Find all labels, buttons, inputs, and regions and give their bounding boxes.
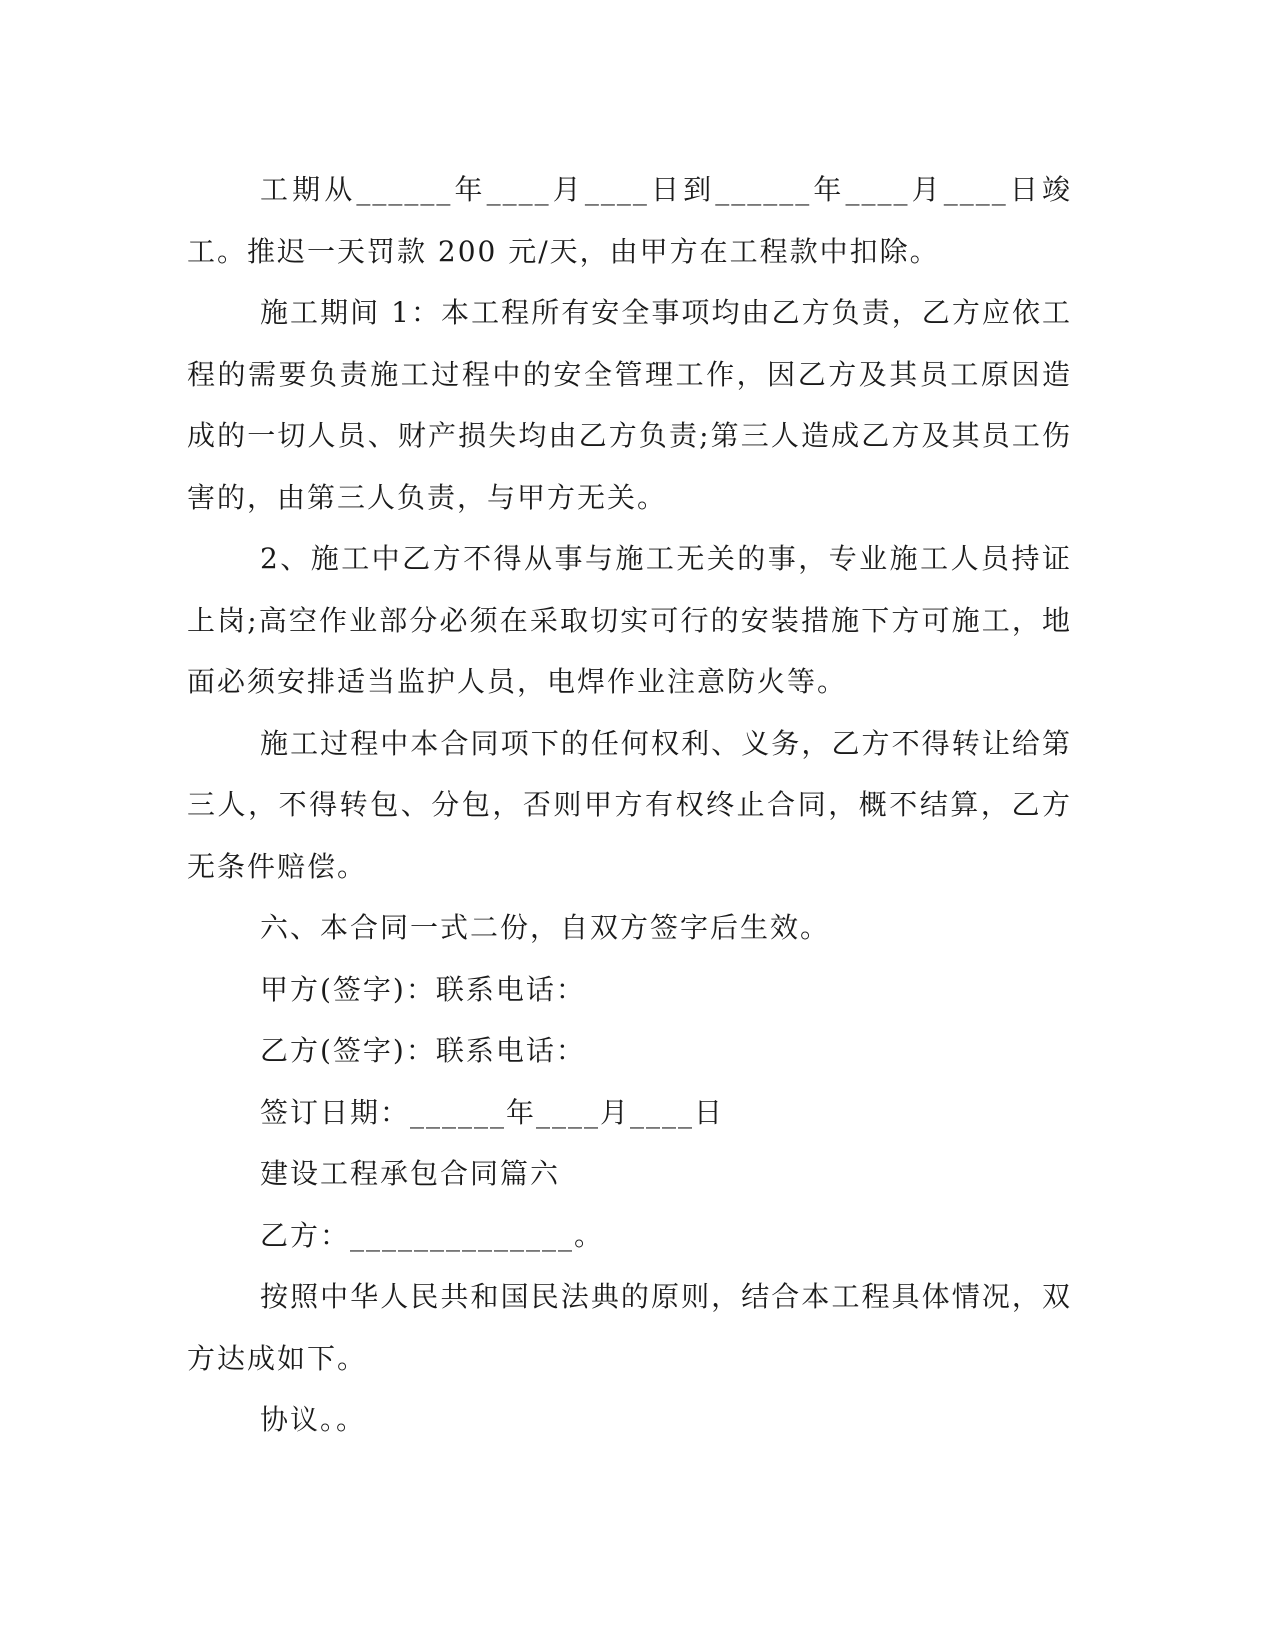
section-heading: 建设工程承包合同篇六 bbox=[260, 1157, 561, 1190]
party-a-signature-line: 甲方(签字)：联系电话： bbox=[260, 972, 586, 1006]
paragraph-safety-responsibility: 施工期间 1：本工程所有安全事项均由乙方负责，乙方应依工程的需要负责施工过程中的安全管理工作，因乙方及其员工原因造成的一切人员、财产损失均由乙方负责;第三人造成乙方及其员工伤害的，由第三人负责，与甲方无关。 bbox=[187, 296, 1072, 514]
paragraph-construction-rules: 2、施工中乙方不得从事与施工无关的事，专业施工人员持证上岗;高空作业部分必须在采取切实可行的安装措施下方可施工，地面必须安排适当监护人员，电焊作业注意防火等。 bbox=[187, 542, 1072, 698]
paragraph-agreement: 协议。。 bbox=[260, 1403, 367, 1436]
paragraph-no-transfer: 施工过程中本合同项下的任何权利、义务，乙方不得转让给第三人，不得转包、分包，否则甲方有权终止合同，概不结算，乙方无条件赔偿。 bbox=[187, 726, 1072, 883]
party-b-signature-line: 乙方(签字)：联系电话： bbox=[260, 1034, 586, 1067]
paragraph-contract-copies: 六、本合同一式二份，自双方签字后生效。 bbox=[260, 911, 831, 944]
party-b-name-line: 乙方：______________。 bbox=[260, 1218, 605, 1252]
document-body bbox=[187, 159, 1072, 1451]
paragraph-construction-period: 工期从______年____月____日到______年____月____日竣工。推迟一天罚款 200 元/天，由甲方在工程款中扣除。 bbox=[187, 173, 1072, 268]
signing-date-line: 签订日期：______年____月____日 bbox=[260, 1095, 725, 1129]
paragraph-legal-basis: 按照中华人民共和国民法典的原则，结合本工程具体情况，双方达成如下。 bbox=[187, 1280, 1072, 1375]
